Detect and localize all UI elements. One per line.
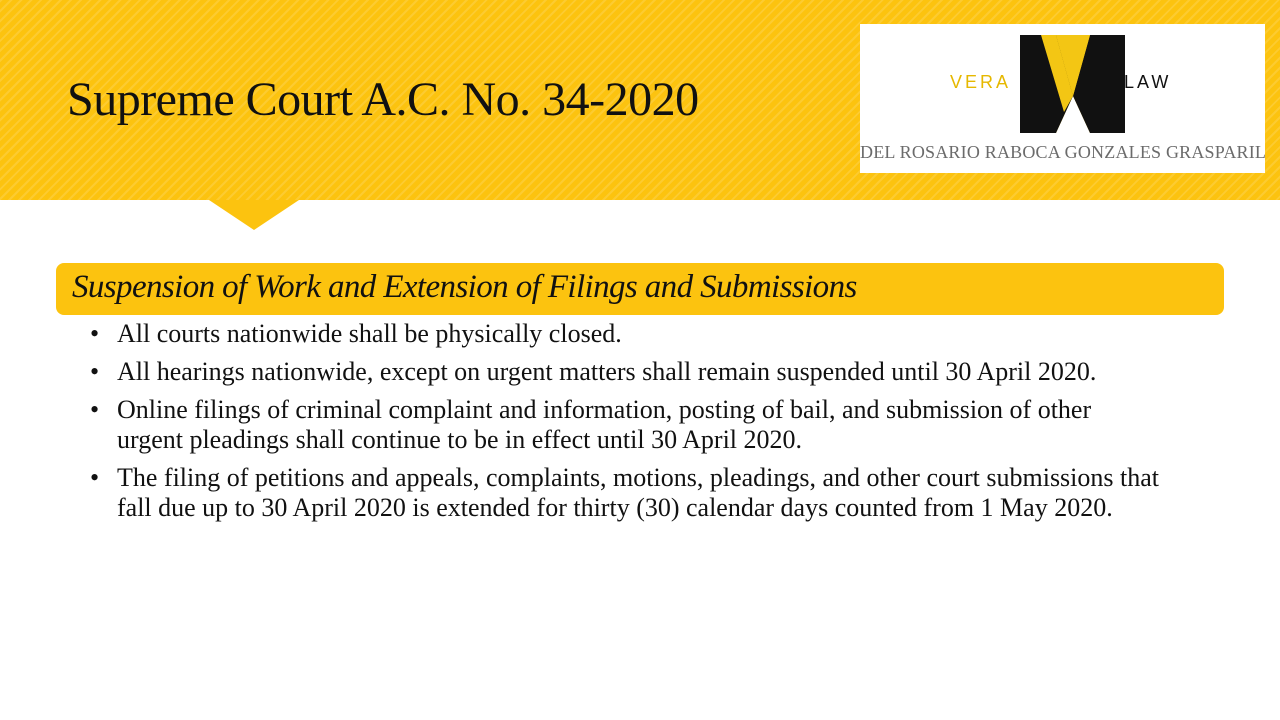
vera-law-logo	[860, 24, 1265, 173]
logo-tagline: DEL ROSARIO RABOCA GONZALES GRASPARIL	[860, 142, 1267, 162]
bullet-text: The filing of petitions and appeals, complaints, motions, pleadings, and other court submissions that fall due up to 30 April 2020 is extended for thirty (30) calendar days counted from 1 May 2020.	[117, 463, 1160, 522]
bullet-text: Online filings of criminal complaint and information, posting of bail, and submission of other urgent pleadings shall continue to be in effect until 30 April 2020.	[117, 395, 1092, 454]
bullet-text: All courts nationwide shall be physically closed.	[117, 319, 622, 348]
bullet-item-courts-closed	[90, 319, 1160, 349]
bullet-list	[90, 319, 1160, 531]
bullet-icon: •	[90, 395, 100, 424]
bullet-item-filing-extension	[90, 463, 1160, 523]
logo-word-law: LAW	[1124, 72, 1172, 92]
bullet-item-online-filings	[90, 395, 1160, 455]
section-heading-bar	[56, 263, 1224, 315]
bullet-icon: •	[90, 357, 100, 386]
bullet-icon: •	[90, 463, 100, 492]
logo-word-vera: VERA	[950, 72, 1012, 92]
section-heading: Suspension of Work and Extension of Filings and Submissions	[72, 269, 857, 305]
slide-title: Supreme Court A.C. No. 34-2020	[67, 73, 699, 126]
bullet-icon: •	[90, 319, 100, 348]
header-pointer	[209, 200, 299, 230]
bullet-text: All hearings nationwide, except on urgent matters shall remain suspended until 30 April 2020.	[117, 357, 1097, 386]
bullet-item-hearings-suspended	[90, 357, 1160, 387]
